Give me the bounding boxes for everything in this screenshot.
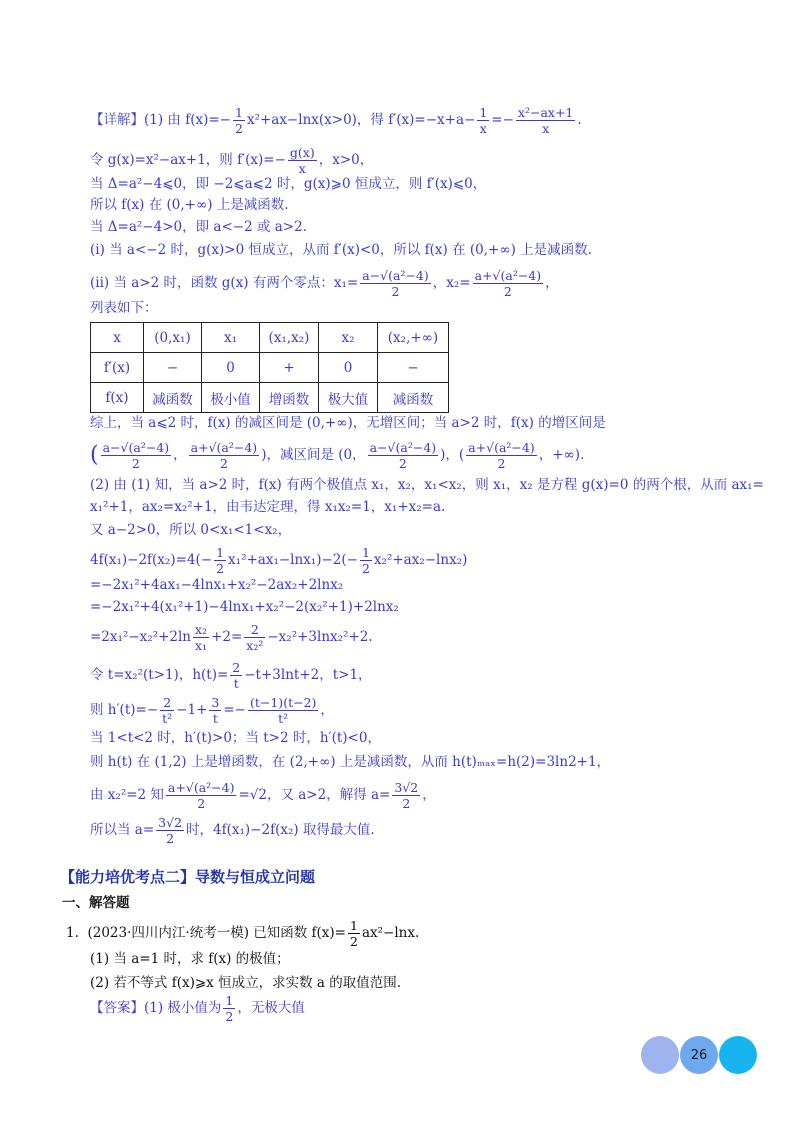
table-cell: −: [144, 353, 202, 383]
question-number: 1.: [66, 925, 79, 941]
solution-line-3: 当 Δ=a²−4⩽0，即 −2⩽a⩽2 时，g(x)⩾0 恒成立，则 f′(x)⩽0，: [90, 176, 487, 192]
fraction: $\frac{2}{t}$: [232, 660, 241, 691]
table-cell: f′(x): [91, 353, 144, 383]
solution-line-2: 令 g(x)=x²−ax+1，则 f′(x)=− $\frac{g(x)}{x}$ ，x>0，: [90, 145, 374, 176]
table-row: [91, 323, 449, 353]
decor-circle-left: [641, 1036, 679, 1074]
table-cell: 极大值: [319, 383, 378, 413]
solution-line-10: ( $\frac{\text{a−√(a²−4)}}{2}$ ， $\frac{\text{a+√(a²−4)}}{2}$ )，减区间是 (0， $\frac{\text{a−√(a²−4)}}{2}$ )，( $\frac{\text{a+√(a²−4)}}{2}$ ，+∞).: [90, 440, 585, 471]
solution-line-5: 当 Δ=a²−4>0，即 a<−2 或 a>2.: [90, 219, 307, 235]
solution-line-11: (2) 由 (1) 知，当 a>2 时，f(x) 有两个极值点 x₁，x₂，x₁<x₂，则 x₁，x₂ 是方程 g(x)=0 的两个根，从而 ax₁=: [90, 477, 764, 493]
question-part-2: (2) 若不等式 f(x)⩾x 恒成立，求实数 a 的取值范围.: [90, 975, 401, 991]
table-cell: +: [260, 353, 319, 383]
solution-line-8: 列表如下：: [90, 300, 158, 316]
table-cell: 增函数: [260, 383, 319, 413]
solution-line-7: (ii) 当 a>2 时，函数 g(x) 有两个零点：x₁= $\frac{\text{a−√(a²−4)}}{2}$ ，x₂= $\frac{\text{a+√(a²−4)}}{2}$ ，: [90, 268, 559, 299]
fraction: $\frac{\text{x₂}}{\text{x₁}}$: [195, 622, 208, 653]
solution-line-22: 由 x₂²=2 知 $\frac{\text{a+√(a²−4)}}{2}$ =√2，又 a>2，解得 a= $\frac{3√2}{2}$ ，: [90, 780, 436, 811]
table-cell: x₂: [319, 323, 378, 353]
solution-line-23: 所以当 a= $\frac{3√2}{2}$ 时，4f(x₁)−2f(x₂) 取得最大值.: [90, 815, 375, 846]
fraction: $\frac{\text{a+√(a²−4)}}{2}$: [474, 268, 542, 299]
solution-line-16: =−2x₁²+4(x₁²+1)−4lnx₁+x₂²−2(x₂²+1)+2lnx₂: [90, 599, 399, 615]
table-cell: 0: [319, 353, 378, 383]
solution-line-14: 4f(x₁)−2f(x₂)=4(− $\frac{1}{2}$ x₁²+ax₁−lnx₁)−2(− $\frac{1}{2}$ x₂²+ax₂−lnx₂): [90, 545, 468, 576]
variation-table: [90, 322, 449, 413]
fraction: $\frac{\text{a−√(a²−4)}}{2}$: [369, 440, 437, 471]
table-cell: −: [378, 353, 449, 383]
table-cell: x: [91, 323, 144, 353]
table-cell: 减函数: [378, 383, 449, 413]
fraction: $\frac{2}{\text{x₂²}}$: [246, 622, 264, 653]
page-number: 26: [680, 1036, 718, 1074]
fraction: $\frac{(t-1)(t-2)}{\text{t²}}$: [249, 695, 317, 726]
fraction: $\frac{1}{2}$: [361, 545, 370, 576]
fraction: $\frac{1}{x}$: [479, 105, 488, 136]
subsection-heading: 一、解答题: [62, 895, 130, 911]
answer-line: 【答案】(1) 极小值为 $\frac{1}{2}$ ，无极大值: [90, 993, 305, 1024]
table-cell: f(x): [91, 383, 144, 413]
fraction: $\frac{3√2}{2}$: [158, 815, 183, 846]
fraction: $\frac{1}{2}$: [225, 993, 234, 1024]
table-cell: 0: [202, 353, 260, 383]
solution-line-13: 又 a−2>0，所以 0<x₁<1<x₂，: [90, 522, 292, 538]
solution-line-19: 则 h′(t)=− $\frac{2}{\text{t²}}$ −1+ $\frac{3}{t}$ =− $\frac{(t-1)(t-2)}{\text{t²}}$ ，: [90, 695, 334, 726]
solution-line-17: =2x₁²−x₂²+2ln $\frac{\text{x₂}}{\text{x₁}}$ +2= $\frac{2}{\text{x₂²}}$ −x₂²+3lnx₂²+2.: [90, 622, 373, 653]
table-row: [91, 353, 449, 383]
table-cell: (0,x₁): [144, 323, 202, 353]
fraction: $\frac{2}{\text{t²}}$: [162, 695, 173, 726]
table-cell: 极小值: [202, 383, 260, 413]
table-cell: (x₁,x₂): [260, 323, 319, 353]
fraction: $\frac{\text{x²−ax+1}}{x}$: [517, 105, 574, 136]
solution-line-12: x₁²+1，ax₂=x₂²+1，由韦达定理，得 x₁x₂=1，x₁+x₂=a.: [90, 499, 446, 515]
section-heading: 【能力培优考点二】导数与恒成立问题: [60, 868, 316, 886]
fraction: $\frac{3√2}{2}$: [394, 780, 419, 811]
solution-line-20: 当 1<t<2 时，h′(t)>0；当 t>2 时，h′(t)<0，: [90, 730, 381, 746]
fraction: $\frac{\text{a+√(a²−4)}}{2}$: [167, 780, 235, 811]
table-cell: (x₂,+∞): [378, 323, 449, 353]
solution-line-6: (i) 当 a<−2 时，g(x)>0 恒成立，从而 f′(x)<0，所以 f(x) 在 (0,+∞) 上是减函数.: [90, 242, 592, 258]
question-part-1: (1) 当 a=1 时，求 f(x) 的极值；: [90, 951, 290, 967]
solution-line-9: 综上，当 a⩽2 时，f(x) 的减区间是 (0,+∞)，无增区间；当 a>2 时，f(x) 的增区间是: [90, 415, 606, 431]
table-cell: 减函数: [144, 383, 202, 413]
fraction: $\frac{\text{a−√(a²−4)}}{2}$: [102, 440, 170, 471]
fraction: $\frac{\text{a+√(a²−4)}}{2}$: [190, 440, 258, 471]
fraction: $\frac{1}{2}$: [350, 918, 358, 949]
fraction: $\frac{g(x)}{x}$: [289, 145, 315, 176]
fraction: $\frac{\text{a+√(a²−4)}}{2}$: [468, 440, 535, 471]
fraction: $\frac{1}{2}$: [234, 105, 243, 136]
question-1: 1. (2023·四川内江·统考一模) 已知函数 f(x)= $\frac{1}{2}$ ax²−lnx.: [66, 918, 420, 949]
table-row: [91, 383, 449, 413]
solution-line-4: 所以 f(x) 在 (0,+∞) 上是减函数.: [90, 197, 289, 213]
solution-line-21: 则 h(t) 在 (1,2) 上是增函数，在 (2,+∞) 上是减函数，从而 h(t)ₘₐₓ=h(2)=3ln2+1，: [90, 754, 611, 770]
solution-line-1: 【详解】(1) 由 f(x)=− $\frac{1}{2}$ x²+ax−lnx(x>0)，得 f′(x)=−x+a− $\frac{1}{x}$ =− $\frac{\text{x²−ax+1}}{x}$ .: [90, 105, 582, 136]
fraction: $\frac{1}{2}$: [216, 545, 225, 576]
fraction: $\frac{\text{a−√(a²−4)}}{2}$: [362, 268, 429, 299]
solution-line-18: 令 t=x₂²(t>1)，h(t)= $\frac{2}{t}$ −t+3lnt+2，t>1，: [90, 660, 372, 691]
solution-line-15: =−2x₁²+4ax₁−4lnx₁+x₂²−2ax₂+2lnx₂: [90, 577, 344, 593]
fraction: $\frac{3}{t}$: [211, 695, 220, 726]
decor-circle-right: [719, 1036, 757, 1074]
table-cell: x₁: [202, 323, 260, 353]
